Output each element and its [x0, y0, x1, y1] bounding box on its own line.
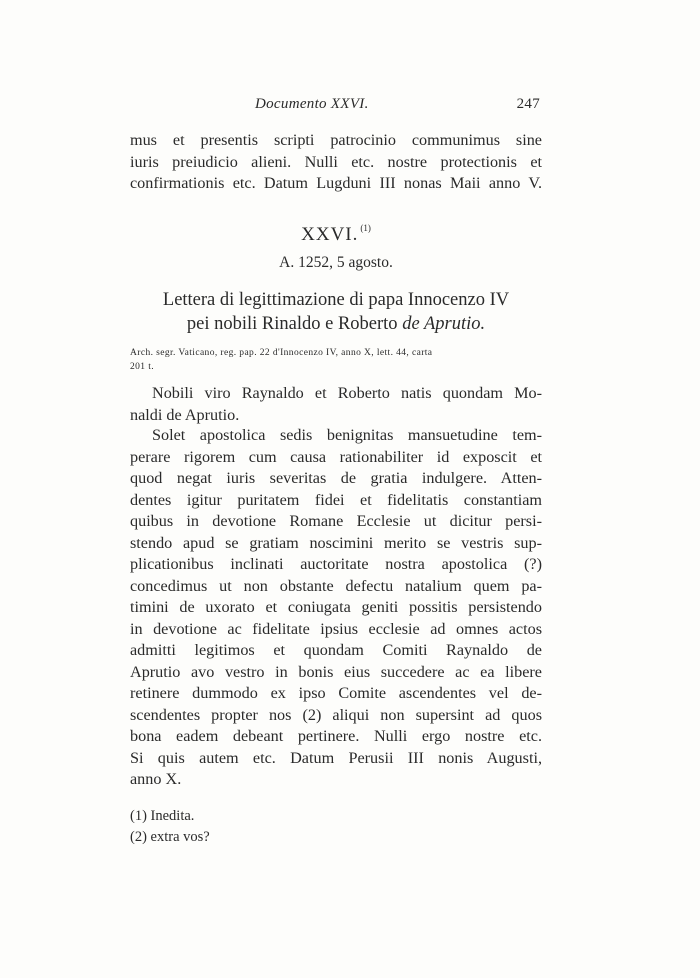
title-line: Lettera di legittimazione di papa Innocenzo IV: [162, 290, 510, 310]
text-line: in devotione ac fidelitate ipsius ecclesie ad omnes actos: [130, 619, 542, 638]
text-line: concedimus ut non obstante defectu natalium quem pa-: [130, 576, 542, 595]
continuation-paragraph: [130, 130, 542, 195]
text-line: retinere dummodo ex ipso Comite ascendentes vel de-: [130, 684, 542, 702]
running-title: Documento XXVI.: [255, 96, 369, 112]
archive-line: 201 t.: [130, 362, 155, 372]
footnotes: [130, 806, 542, 848]
text-line: Nobili viro Raynaldo et Roberto natis quondam Mo-: [152, 384, 542, 402]
footnote: (2) extra vos?: [130, 829, 210, 845]
text-line: naldi de Aprutio.: [130, 405, 240, 424]
text-line: quibus in devotione Romane Ecclesie ut dicitur persi-: [130, 512, 542, 530]
text-line: mus et presentis scripti patrocinio communimus sine: [130, 131, 542, 149]
text-line: plicationibus inclinati auctoritate nostra apostolica (?): [130, 555, 542, 573]
text-line: bona eadem debeant pertinere. Nulli ergo nostre etc.: [130, 727, 542, 745]
document-number-text: XXVI.: [301, 224, 359, 245]
text-line: admitti legitimos et quondam Comiti Raynaldo de: [130, 641, 542, 659]
title-line: [130, 312, 542, 336]
text-line: quod negat iuris severitas de gratia indulgere. Atten-: [130, 469, 542, 487]
text-line: dentes igitur puritatem fidei et fidelitatis constantiam: [130, 490, 542, 509]
footnote: (1) Inedita.: [130, 808, 195, 824]
text-line: stendo apud se gratiam noscimini merito se vestris sup-: [130, 533, 542, 552]
text-line: confirmationis etc. Datum Lugduni III nonas Maii anno V.: [130, 174, 542, 192]
text-line: scendentes propter nos (2) aliqui non supersint ad quos: [130, 705, 542, 724]
document-title: [130, 288, 542, 336]
text-line: timini de uxorato et coniugata geniti possitis persistendo: [130, 598, 542, 616]
body-paragraph: [130, 425, 542, 791]
text-line: Solet apostolica sedis benignitas mansuetudine tem-: [152, 426, 542, 444]
document-number: [130, 223, 542, 246]
text-line: Si quis autem etc. Datum Perusii III nonis Augusti,: [130, 748, 542, 767]
text-line: perare rigorem cum causa rationabiliter id exposcit et: [130, 447, 542, 466]
text-line: anno X.: [130, 770, 182, 788]
title-line-italic: de Aprutio.: [402, 314, 486, 334]
document-date: A. 1252, 5 agosto.: [279, 254, 393, 271]
text-line: iuris preiudicio alieni. Nulli etc. nostre protectionis et: [130, 152, 542, 171]
address-paragraph: [130, 383, 542, 426]
title-line-text: pei nobili Rinaldo e Roberto: [186, 314, 403, 334]
archive-line: Arch. segr. Vaticano, reg. pap. 22 d'Innocenzo IV, anno X, lett. 44, carta: [130, 348, 433, 358]
page-number: 247: [516, 96, 540, 112]
archive-reference: [130, 346, 542, 374]
footnote-marker: (1): [360, 223, 371, 233]
text-line: Aprutio avo vestro in bonis eius succedere ac ea libere: [130, 662, 542, 681]
